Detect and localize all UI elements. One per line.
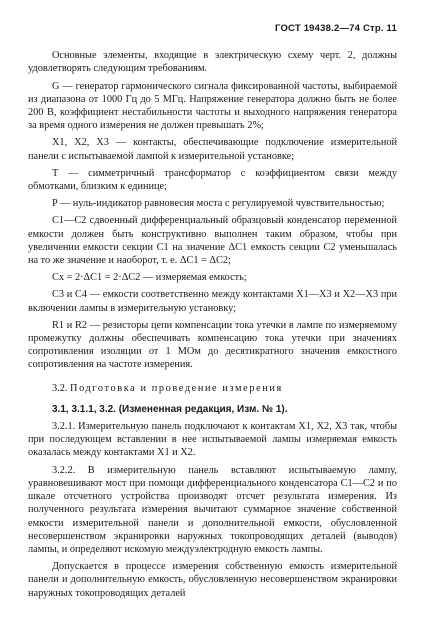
- paragraph-allowed: Допускается в процессе измерения собственную емкость измерительной панели и дополнительную емкость, обусловленную несовершенством экранировки наружных токопроводящих деталей: [28, 561, 397, 599]
- section-number: 3.2.: [52, 382, 68, 394]
- paragraph-capacitor: C1—C2 сдвоенный дифференциальный образцовый конденсатор переменной емкости должен быть конструктивно выполнен таким образом, чтобы при увеличении емкости секции C1 на значение ΔC1 емкость секции C2 уменьшалась на то же значение и наоборот, т. е. ΔC1 = ΔC2;: [28, 215, 397, 267]
- section-title: [28, 382, 397, 395]
- amendment-note: 3.1, 3.1.1, 3.2. (Измененная редакция, Изм. № 1).: [52, 403, 288, 415]
- section-title-text: Подготовка и проведение измерения: [70, 382, 283, 394]
- paragraph-null-indicator: P — нуль-индикатор равновесия моста с регулируемой чувствительностью;: [52, 198, 385, 210]
- paragraph-measured-capacitance: Cx = 2·ΔC1 = 2·ΔC2 — измеряемая емкость;: [52, 272, 247, 284]
- paragraph-c3-c4: C3 и C4 — емкости соответственно между контактами X1—X3 и X2—X3 при включении лампы в измерительную установку;: [28, 289, 397, 314]
- paragraph-3-2-2: 3.2.2. В измерительную панель вставляют испытываемую лампу, уравновешивают мост при помощи дифференциального конденсатора C1—C2 и по шкале отсчетного устройства производят отсчет результата измерения. Из полученного результата измерения вычитают суммарное значение собственной емкости измерительной панели и дополнительной емкости, обусловленной несовершенством экранировки наружных токопроводящих деталей (выводов) лампы, и определяют искомую междуэлектродную емкость лампы.: [28, 464, 397, 555]
- page-header: ГОСТ 19438.2—74 Стр. 11: [274, 23, 397, 34]
- paragraph-generator: G — генератор гармонического сигнала фиксированной частоты, выбираемой из диапазона от 1000 Гц до 5 МГц. Напряжение генератора должно быть не более 200 В, коэффициент нестабильности частоты и выходного напряжения генератора за время одного измерения не должен превышать 2%;: [28, 80, 397, 132]
- paragraph-resistors: R1 и R2 — резисторы цепи компенсации тока утечки в лампе по измеряемому промежутку должны обеспечивать компенсацию тока утечки при значениях сопротивления изоляции от 1 МОм до десятикратного значения емкостного сопротивления на частоте измерения.: [28, 319, 397, 371]
- paragraph-contacts: X1, X2, X3 — контакты, обеспечивающие подключение измерительной панели с испытываемой лампой к измерительной установке;: [28, 137, 397, 162]
- paragraph-intro: Основные элементы, входящие в электрическую схему черт. 2, должны удовлетворять следующим требованиям.: [28, 50, 397, 75]
- paragraph-3-2-1: 3.2.1. Измерительную панель подключают к контактам X1, X2, X3 так, чтобы при последующем вставлении в нее испытываемой лампы измеряемая емкость оказалась между контактами X1 и X2.: [28, 421, 397, 459]
- paragraph-transformer: T — симметричный трансформатор с коэффициентом связи между обмотками, близким к единице;: [28, 167, 397, 193]
